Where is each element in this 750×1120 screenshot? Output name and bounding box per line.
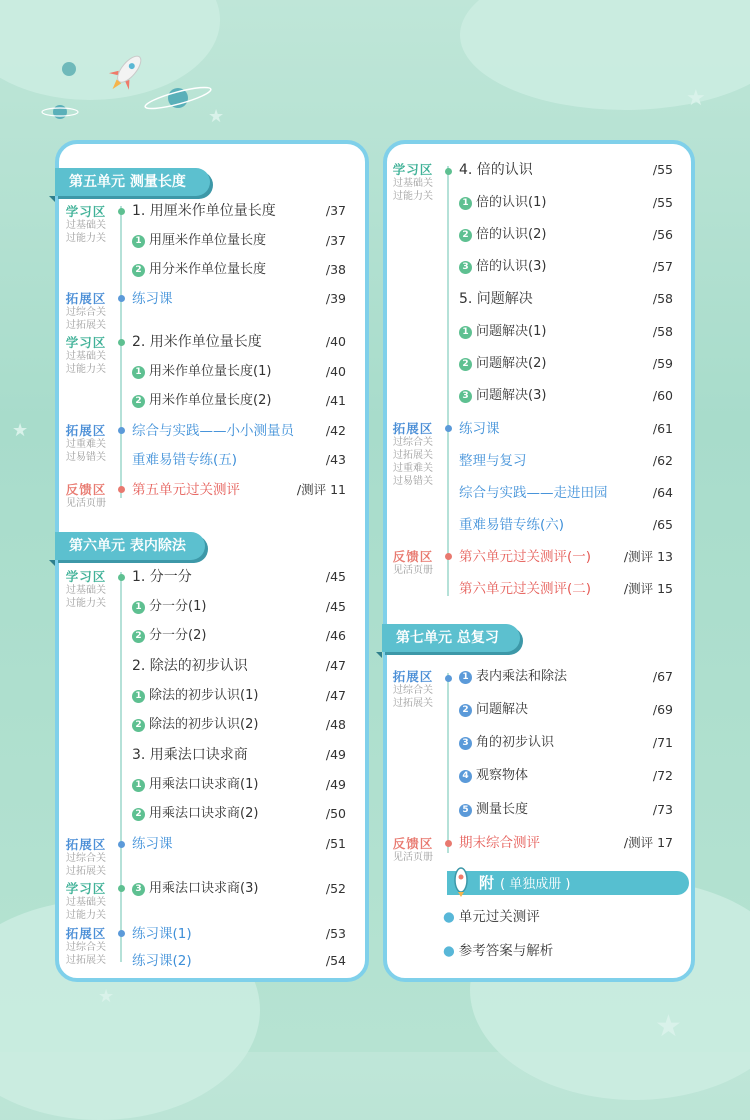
zone-feedback: 反馈区 见活页册	[65, 482, 107, 509]
star-icon: ★	[208, 106, 225, 127]
toc-entry[interactable]: 1 问题解决(1) /58	[459, 322, 673, 342]
toc-entry[interactable]: 练习课 /61	[459, 421, 673, 437]
toc-entry[interactable]: 1 倍的认识(1) /55	[459, 193, 673, 213]
toc-entry[interactable]: 1. 分一分 /45	[132, 569, 346, 585]
toc-entry[interactable]: 5. 问题解决 /58	[459, 291, 673, 307]
toc-entry[interactable]: 3 问题解决(3) /60	[459, 386, 673, 406]
timeline-dot	[118, 841, 125, 848]
toc-entry[interactable]: 第五单元过关测评 /测评 11	[132, 482, 346, 498]
zone-learn: 学习区 过基础关 过能力关	[65, 204, 107, 244]
timeline-dot	[118, 486, 125, 493]
toc-entry[interactable]: 2. 除法的初步认识 /47	[132, 658, 346, 674]
timeline-dot	[445, 675, 452, 682]
timeline-dot	[118, 208, 125, 215]
ringed-planet-icon	[140, 80, 216, 116]
unit6-banner: 第六单元 表内除法	[55, 532, 205, 560]
planet-icon: ●	[443, 909, 455, 925]
toc-entry[interactable]: 1 表内乘法和除法 /67	[459, 667, 673, 687]
toc-entry[interactable]: 2 问题解决 /69	[459, 700, 673, 720]
toc-entry[interactable]: 1 用乘法口诀求商(1) /49	[132, 775, 346, 795]
timeline-dot	[118, 295, 125, 302]
timeline-dot	[118, 930, 125, 937]
toc-entry[interactable]: 重难易错专练(五) /43	[132, 452, 346, 468]
planet-icon: ●	[443, 943, 455, 959]
zone-expand: 拓展区 过综合关 过拓展关	[65, 291, 107, 331]
timeline	[447, 166, 449, 596]
appendix-banner: 附 ( 单独成册 )	[447, 871, 689, 895]
toc-entry[interactable]: 综合与实践——小小测量员 /42	[132, 423, 346, 439]
toc-entry[interactable]: 2 倍的认识(2) /56	[459, 225, 673, 245]
toc-entry[interactable]: 整理与复习 /62	[459, 453, 673, 469]
toc-entry[interactable]: 2 问题解决(2) /59	[459, 354, 673, 374]
toc-entry[interactable]: 1 用米作单位量长度(1) /40	[132, 362, 346, 382]
timeline	[120, 572, 122, 962]
small-planet-icon	[40, 100, 80, 124]
toc-entry[interactable]: 综合与实践——走进田园 /64	[459, 485, 673, 501]
zone-learn: 学习区 过基础关 过能力关	[65, 569, 107, 609]
star-icon: ★	[98, 986, 115, 1007]
appendix-item[interactable]: ● 参考答案与解析	[443, 943, 554, 959]
star-icon: ★	[686, 86, 706, 111]
toc-entry[interactable]: 3 用乘法口诀求商(3) /52	[132, 879, 346, 899]
toc-entry[interactable]: 4 观察物体 /72	[459, 766, 673, 786]
toc-entry[interactable]: 1 分一分(1) /45	[132, 597, 346, 617]
timeline-dot	[118, 574, 125, 581]
zone-expand: 拓展区 过综合关 过拓展关	[392, 669, 434, 709]
zone-learn: 学习区 过基础关 过能力关	[65, 335, 107, 375]
unit7-banner: 第七单元 总复习	[382, 624, 520, 652]
toc-entry[interactable]: 4. 倍的认识 /55	[459, 162, 673, 178]
toc-entry[interactable]: 1 用厘米作单位量长度 /37	[132, 231, 346, 251]
rocket-icon	[447, 866, 475, 898]
toc-entry[interactable]: 2. 用米作单位量长度 /40	[132, 334, 346, 350]
timeline-dot	[445, 840, 452, 847]
timeline-dot	[445, 425, 452, 432]
timeline-dot	[118, 885, 125, 892]
unit5-banner: 第五单元 测量长度	[55, 168, 210, 196]
toc-entry[interactable]: 3. 用乘法口诀求商 /49	[132, 747, 346, 763]
background-cloud	[460, 0, 750, 110]
zone-expand: 拓展区 过重难关 过易错关	[65, 423, 107, 463]
toc-entry[interactable]: 2 用分米作单位量长度 /38	[132, 260, 346, 280]
zone-expand: 拓展区 过综合关 过拓展关	[65, 926, 107, 966]
toc-entry[interactable]: 2 用米作单位量长度(2) /41	[132, 391, 346, 411]
toc-entry[interactable]: 练习课 /39	[132, 291, 346, 307]
toc-entry[interactable]: 第六单元过关测评(二) /测评 15	[459, 581, 673, 597]
toc-entry[interactable]: 练习课(1) /53	[132, 926, 346, 942]
star-icon: ★	[655, 1009, 682, 1044]
zone-expand: 拓展区 过综合关 过拓展关 过重难关 过易错关	[392, 421, 434, 487]
timeline	[120, 206, 122, 498]
toc-entry[interactable]: 5 测量长度 /73	[459, 800, 673, 820]
planet-icon	[58, 58, 80, 80]
toc-entry[interactable]: 3 角的初步认识 /71	[459, 733, 673, 753]
toc-entry[interactable]: 1. 用厘米作单位量长度 /37	[132, 203, 346, 219]
zone-expand: 拓展区 过综合关 过拓展关	[65, 837, 107, 877]
timeline-dot	[445, 168, 452, 175]
toc-entry[interactable]: 练习课(2) /54	[132, 953, 346, 969]
star-icon: ★	[12, 420, 29, 441]
toc-entry[interactable]: 第六单元过关测评(一) /测评 13	[459, 549, 673, 565]
timeline-dot	[118, 427, 125, 434]
toc-entry[interactable]: 练习课 /51	[132, 836, 346, 852]
zone-feedback: 反馈区 见活页册	[392, 549, 434, 576]
appendix-item[interactable]: ● 单元过关测评	[443, 909, 540, 925]
toc-entry[interactable]: 期末综合测评 /测评 17	[459, 835, 673, 851]
timeline	[447, 673, 449, 853]
zone-feedback: 反馈区 见活页册	[392, 836, 434, 863]
zone-learn: 学习区 过基础关 过能力关	[65, 881, 107, 921]
toc-entry[interactable]: 3 倍的认识(3) /57	[459, 257, 673, 277]
toc-entry[interactable]: 重难易错专练(六) /65	[459, 517, 673, 533]
toc-entry[interactable]: 2 用乘法口诀求商(2) /50	[132, 804, 346, 824]
zone-learn: 学习区 过基础关 过能力关	[392, 162, 434, 202]
toc-entry[interactable]: 2 除法的初步认识(2) /48	[132, 715, 346, 735]
timeline-dot	[118, 339, 125, 346]
toc-entry[interactable]: 2 分一分(2) /46	[132, 626, 346, 646]
timeline-dot	[445, 553, 452, 560]
toc-entry[interactable]: 1 除法的初步认识(1) /47	[132, 686, 346, 706]
